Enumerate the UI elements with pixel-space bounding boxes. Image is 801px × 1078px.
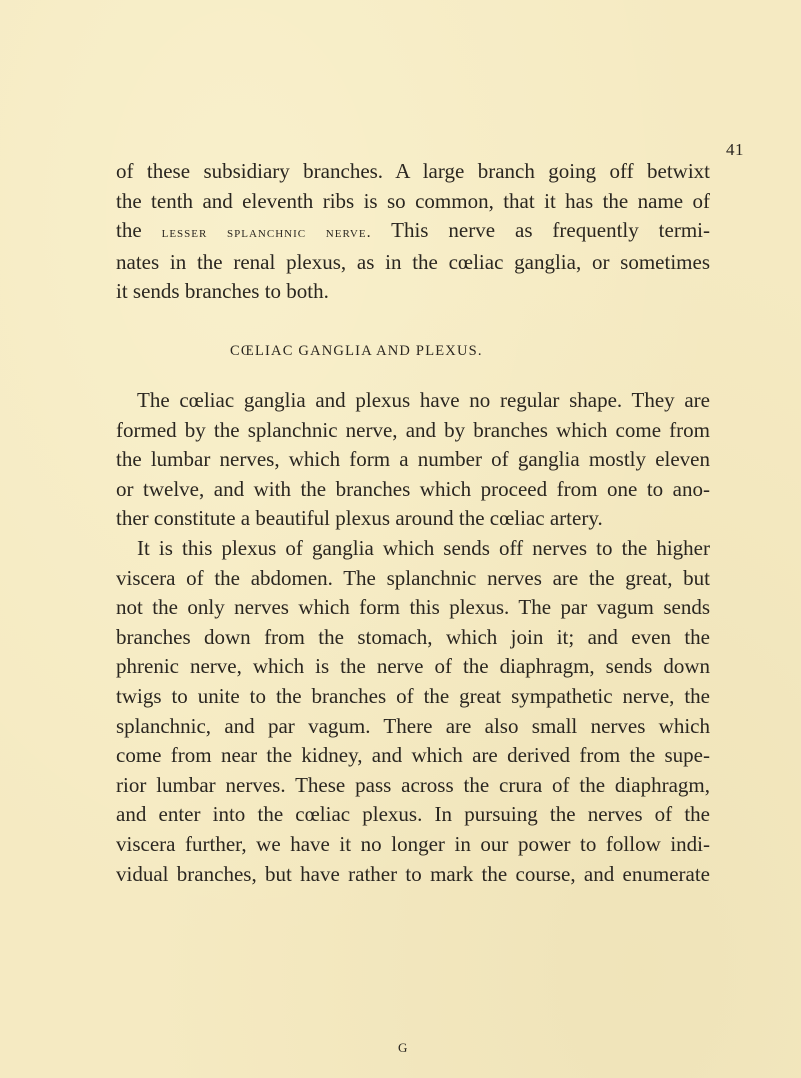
text-line-with-term (116, 216, 710, 248)
text-line: the tenth and eleventh ribs is so common, that it has the name of (116, 188, 710, 213)
text-line: nates in the renal plexus, as in the cœliac ganglia, or sometimes (116, 249, 710, 274)
text-line: branches down from the stomach, which join it; and even the (116, 624, 710, 649)
text-line: viscera of the abdomen. The splanchnic nerves are the great, but (116, 565, 710, 590)
text-line: splanchnic, and par vagum. There are also small nerves which (116, 713, 710, 738)
paragraph-coeliac-shape (116, 386, 710, 534)
text-line: the lumbar nerves, which form a number of ganglia mostly eleven (116, 447, 710, 472)
section-heading: CŒLIAC GANGLIA AND PLEXUS. (230, 343, 483, 359)
page-number: 41 (726, 140, 744, 159)
text-line: or twelve, and with the branches which proceed from one to ano- (116, 476, 710, 501)
text-line: rior lumbar nerves. These pass across the crura of the diaphragm, (116, 772, 710, 797)
small-caps-term: lesser splanchnic nerve. (161, 224, 372, 242)
text-line: vidual branches, but have rather to mark the course, and enumerate (116, 861, 710, 886)
text-line: it sends branches to both. (116, 279, 329, 304)
text-line: viscera further, we have it no longer in our power to follow indi- (116, 831, 710, 856)
text-line: and enter into the cœliac plexus. In pursuing the nerves of the (116, 802, 710, 827)
text-line: phrenic nerve, which is the nerve of the diaphragm, sends down (116, 654, 710, 679)
text-fragment: This nerve as frequently termi- (371, 218, 710, 243)
text-line: ther constitute a beautiful plexus around the cœliac artery. (116, 506, 603, 531)
text-line: formed by the splanchnic nerve, and by branches which come from (116, 417, 710, 442)
text-line: The cœliac ganglia and plexus have no regular shape. They are (137, 388, 710, 412)
text-fragment: the (116, 218, 162, 243)
signature-mark: G (398, 1040, 408, 1055)
paragraph-plexus-nerves (116, 534, 710, 889)
text-line: twigs to unite to the branches of the great sympathetic nerve, the (116, 683, 710, 708)
text-line: of these subsidiary branches. A large branch going off betwixt (116, 159, 710, 183)
text-line: come from near the kidney, and which are derived from the supe- (116, 743, 710, 768)
text-line: It is this plexus of ganglia which sends off nerves to the higher (137, 536, 710, 560)
text-line: not the only nerves which form this plexus. The par vagum sends (116, 595, 710, 620)
paragraph-lesser-splanchnic (116, 157, 710, 307)
